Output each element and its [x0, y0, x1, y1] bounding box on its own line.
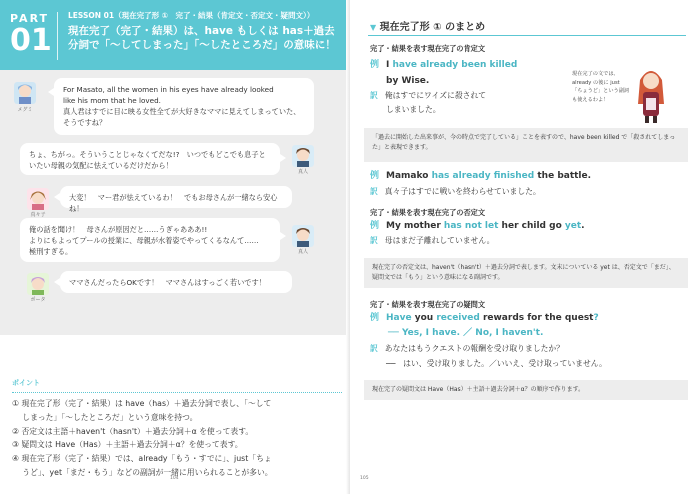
speech-bubble — [54, 78, 314, 135]
conversation-panel — [0, 70, 350, 335]
part-label: PART — [10, 12, 50, 25]
translation: 訳 真々子はすでに戦いを終わらせていました。 — [370, 187, 541, 196]
speaker-name: ポータ — [30, 297, 46, 303]
header-divider — [57, 12, 58, 60]
point-item: ① 現在完了形（完了・結果）は have（has）＋過去分詞で表し、「～して — [12, 399, 272, 408]
note-box: 現在完了の疑問文は Have（Has）＋主語＋過去分詞＋α？の順序で作ります。 — [364, 380, 688, 400]
bubble-line: 真人君はすでに目に映る女性全てが大好きなママに見えてしまっていた、 — [63, 107, 301, 116]
point-item: うど」、yet「まだ・もう」などの副詞が一緒に用いられることが多い。 — [12, 467, 273, 477]
translation: 訳 俺はすでにワイズに殺されて — [370, 91, 487, 100]
mamako-avatar-icon — [27, 188, 49, 210]
example-answer: ── Yes, I have. ／ No, I haven't. — [388, 328, 544, 338]
porta-avatar-icon — [27, 273, 49, 295]
speech-bubble — [60, 186, 292, 213]
section-title: 完了・結果を表す現在完了の疑問文 — [370, 300, 486, 309]
right-page — [350, 0, 700, 494]
point-item: ② 否定文は主語＋haven't（hasn't）＋過去分詞＋α を使って表す。 — [12, 426, 254, 436]
translation: 訳 母はまだ子離れしていません。 — [370, 236, 495, 245]
section-title: 完了・結果を表す現在完了の否定文 — [370, 208, 486, 217]
point-item: ③ 疑問文は Have（Has）＋主語＋過去分詞＋α？を使って表す。 — [12, 440, 243, 450]
character-illustration-icon — [632, 64, 670, 124]
character-note: 現在完了の文では、already の後に just「ちょうど」という副詞も使えるわよ！ — [572, 71, 630, 103]
part-number: 01 — [10, 23, 52, 58]
summary-title-rule — [368, 35, 686, 36]
section-title: 完了・結果を表す現在完了の肯定文 — [370, 44, 486, 53]
bubble-line: いたい母親の気配に怯えているだけだから！ — [29, 161, 173, 170]
bubble-line: ママさんだったらOKです！ ママさんはすっごく若いです！ — [69, 278, 266, 287]
speaker-name: メグミ — [17, 107, 33, 113]
note-box: 「過去に開始した出来事が、今の時点で完了している」ことを表すので、have been killed で「殺されてしまった」と表現できます。 — [364, 128, 688, 162]
megumi-avatar-icon — [14, 82, 36, 104]
masato-avatar-icon — [292, 225, 314, 247]
masato-avatar-icon — [292, 145, 314, 167]
translation-continued: ── はい、受け取りました。／いいえ、受け取っていません。 — [386, 359, 607, 368]
lesson-label: LESSON 01（現在完了形 ① 完了・結果（肯定文・否定文・疑問文）） — [68, 11, 315, 20]
example-sentence: 例 Mamako has already finished the battle. — [370, 171, 592, 181]
points-label: ポイント — [12, 379, 40, 387]
example-sentence: 例 I have already been killed — [370, 60, 518, 70]
example-sentence: 例 Have you received rewards for the quest? — [370, 313, 599, 323]
translation: 訳 あなたはもうクエストの報酬を受け取りましたか？ — [370, 344, 564, 353]
speaker-name: 真人 — [297, 169, 308, 175]
bubble-line: 極刑すぎる。 — [29, 247, 73, 256]
point-item: ④ 現在完了形（完了・結果）では、already「もう・すでに」、just「ちょ — [12, 454, 272, 464]
point-item: しまった」「～したところだ」という意味を持つ。 — [12, 412, 198, 422]
bubble-line: ちょ、ちがっ。そういうことじゃなくてだな!? いつでもどこでも息子と — [29, 150, 266, 159]
bubble-line: For Masato, all the women in his eyes have already looked — [63, 85, 274, 94]
translation-continued: しまいました。 — [386, 105, 441, 114]
bubble-line: 大変！ マー君が怯えているわ！ でもお母さんが一緒なら安心ね！ — [69, 193, 278, 213]
page-number-left: 104 — [170, 476, 179, 481]
speech-bubble — [20, 218, 280, 262]
speaker-name: 真人 — [297, 249, 308, 255]
summary-title: ▼ 現在完了形 ① のまとめ — [370, 22, 486, 33]
page-number-right: 105 — [360, 476, 369, 481]
example-sentence: 例 My mother has not let her child go yet. — [370, 221, 585, 231]
example-sentence-continued: by Wise. — [386, 76, 430, 86]
points-section — [12, 378, 342, 480]
triangle-icon: ▼ — [370, 23, 377, 32]
bubble-line: like his mom that he loved. — [63, 96, 161, 105]
lesson-header — [0, 0, 350, 70]
bubble-line: そうですね？ — [63, 118, 107, 127]
bubble-line: 俺の話を聞け！ 母さんが原因だと……うぎゃあああ!! — [29, 225, 208, 234]
speech-bubble — [60, 271, 292, 293]
note-box: 現在完了の否定文は、haven't（hasn't）＋過去分詞で表します。文末についている yet は、否定文で「まだ」、疑問文では「もう」という意味になる副詞です。 — [364, 258, 688, 288]
points-divider — [12, 392, 342, 393]
speaker-name: 真々子 — [30, 212, 46, 218]
lesson-title: 現在完了（完了・結果）は、have もしくは has＋過去分詞で「～してしまった」「～したところだ」の意味に！ — [68, 25, 336, 51]
bubble-line: よりにもよってプールの授業に、母親が水着姿でやってくるなんて…… — [29, 236, 259, 245]
speech-bubble — [20, 143, 280, 175]
